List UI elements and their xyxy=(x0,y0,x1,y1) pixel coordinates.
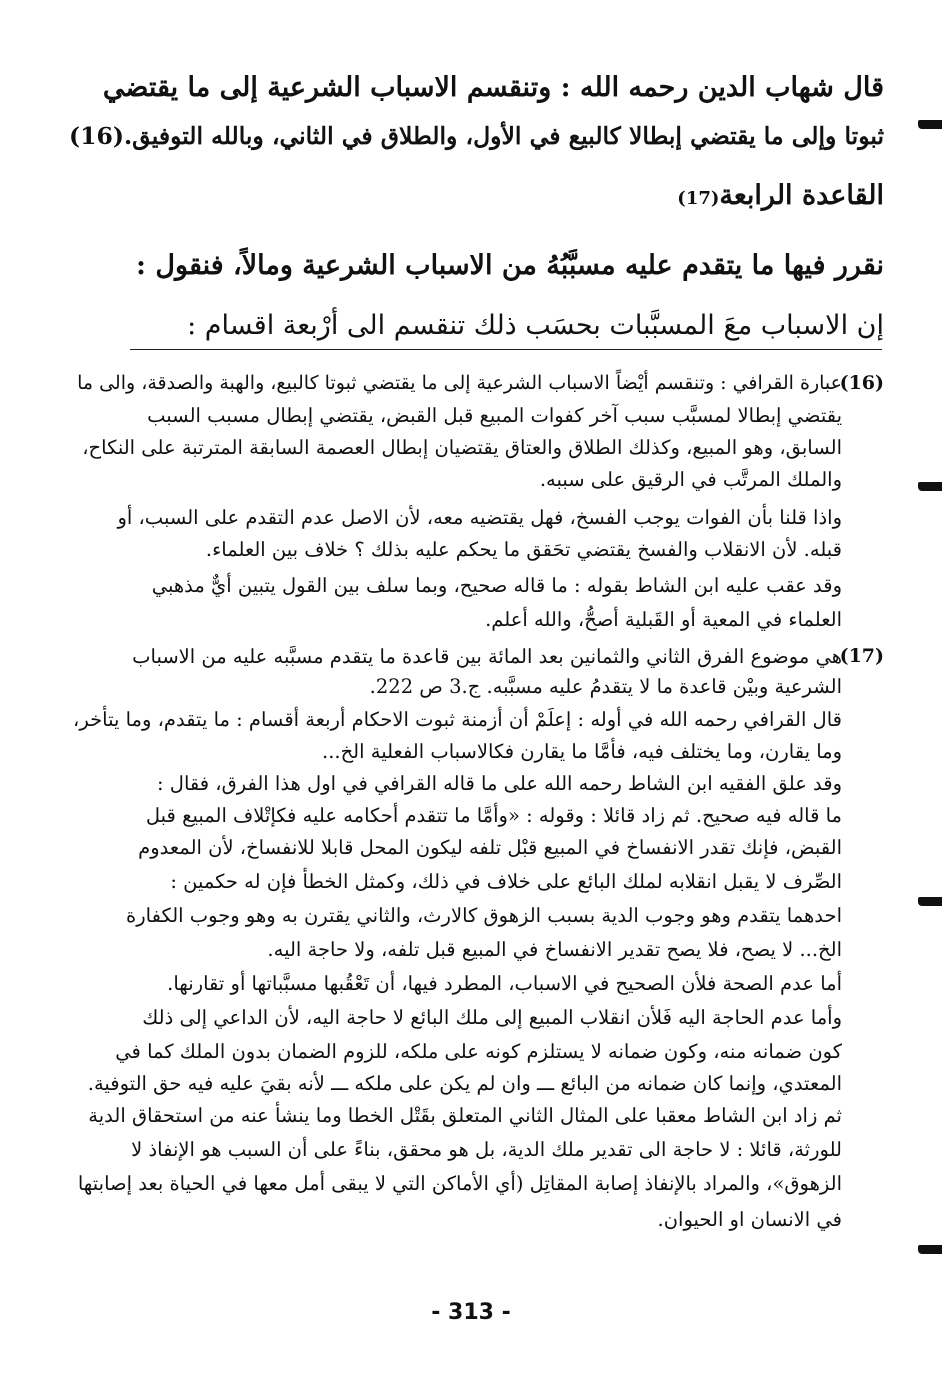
footnote-17-line: أما عدم الصحة فلأن الصحيح في الاسباب، المطرد فيها، أن تَعْقُبها مسبَّباتها أو تقارنها. xyxy=(167,972,842,995)
footnote-17-line: الصِّرف لا يقبل انقلابه لملك البائع على خلاف في ذلك، وكمثل الخطأ فإن له حكمين : xyxy=(170,870,842,893)
footnote-17-number: (17) xyxy=(839,645,884,667)
footnote-17-line: المعتدي، وإنما كان ضمانه من البائع ـــ وان لم يكن على ملكه ـــ لأنه بقيَ عليه فيه حق التوفية. xyxy=(87,1072,842,1095)
footnote-17-line: الشرعية وبيْن قاعدة ما لا يتقدمُ عليه مسبَّبه. ج.3 ص 222. xyxy=(369,675,842,698)
footnote-17-line: وما يقارن، وما يختلف فيه، فأمَّا ما يقارن فكالاسباب الفعلية الخ... xyxy=(322,740,842,763)
section-heading xyxy=(677,180,884,211)
margin-mark xyxy=(918,1245,942,1254)
footnote-16-line: واذا قلنا بأن الفوات يوجب الفسخ، فهل يقتضيه معه، لأن الاصل عدم التقدم على السبب، أو xyxy=(117,506,842,529)
footnote-16-line: يقتضي إبطالا لمسبَّب سبب آخر كفوات المبيع قبل القبض، يقتضي إبطال مسبب السبب xyxy=(147,404,842,427)
page-number: - 313 - xyxy=(431,1300,511,1325)
footnote-16-number: (16) xyxy=(839,372,884,394)
footnote-17-line: الزهوق»، والمراد بالإنفاذ إصابة المقاتِل (أي الأماكن التي لا يبقى أمل معها في الحياة بعد إصابتها xyxy=(77,1172,842,1195)
footnote-17-line: وأما عدم الحاجة اليه فَلأن انقلاب المبيع إلى ملك البائع لا حاجة اليه، لأن الداعي إلى ذلك xyxy=(142,1006,842,1029)
footnote-17-line: في الانسان او الحيوان. xyxy=(657,1208,842,1231)
footnote-17-line: للورثة، قائلا : لا حاجة الى تقدير ملك الدية، بل هو محقق، بناءً على أن السبب هو الإنفاذ لا xyxy=(131,1138,842,1161)
footnote-17-line: كون ضمانه منه، وكون ضمانه لا يستلزم كونه على ملكه، للزوم الضمان بدون الملك كما في xyxy=(115,1040,842,1063)
footnote-17-line: هي موضوع الفرق الثاني والثمانين بعد المائة بين قاعدة ما يتقدم مسبَّبه عليه من الاسباب xyxy=(132,645,842,668)
footnote-16-line: عبارة القرافي : وتنقسم أيْضاً الاسباب الشرعية إلى ما يقتضي ثبوتا كالبيع، والهبة والصدقة، والى ما xyxy=(77,372,842,394)
footnote-16-line: قبله. لأن الانقلاب والفسخ يقتضي تحَقق ما يحكم عليه بذلك ؟ خلاف بين العلماء. xyxy=(205,538,842,561)
footnote-17-line: قال القرافي رحمه الله في أوله : إعلَمْ أن أزمنة ثبوت الاحكام أربعة أقسام : ما يتقدم، وما يتأخر، xyxy=(73,708,842,731)
subheading-line-1: نقرر فيها ما يتقدم عليه مسبَّبُهُ من الاسباب الشرعية ومالاً، فنقول : xyxy=(136,250,884,281)
footnote-17-line: ثم زاد ابن الشاط معقبا على المثال الثاني المتعلق بقَتْل الخطا وما ينشأ عنه من استحقاق الدية xyxy=(88,1104,842,1127)
heading-note-ref: (17) xyxy=(677,188,720,209)
heading-title: القاعدة الرابعة xyxy=(719,180,884,211)
footnote-separator xyxy=(130,349,882,350)
footnote-17-line: احدهما يتقدم وهو وجوب الدية بسبب الزهوق كالارث، والثاني يقترن به وهو وجوب الكفارة xyxy=(126,904,842,927)
margin-mark xyxy=(918,897,942,906)
footnote-16-line: والملك المرتَّب في الرقيق على سببه. xyxy=(539,468,842,491)
main-text-line-1: قال شهاب الدين رحمه الله : وتنقسم الاسباب الشرعية إلى ما يقتضي xyxy=(102,72,884,103)
footnote-16-line: العلماء في المعية أو القَبلية أصحُّ، والله أعلم. xyxy=(485,608,842,631)
margin-mark xyxy=(918,120,942,129)
footnote-17-line: الخ... لا يصح، فلا يصح تقدير الانفساخ في المبيع قبل تلفه، ولا حاجة اليه. xyxy=(267,938,842,961)
main-text-line-2: ثبوتا وإلى ما يقتضي إبطالا كالبيع في الأول، والطلاق في الثاني، وبالله التوفيق.(16) xyxy=(69,122,884,150)
margin-mark xyxy=(918,482,942,491)
footnote-16-line: السابق، وهو المبيع، وكذلك الطلاق والعتاق يقتضيان إبطال العصمة السابقة المترتبة على النكاح، xyxy=(82,436,842,459)
footnote-17-line: القبض، فإنك تقدر الانفساخ في المبيع قبْل تلفه ليكون المحل قابلا للانفساخ، لأن المعدوم xyxy=(138,836,842,859)
subheading-line-2: إن الاسباب معَ المسبَّبات بحسَب ذلك تنقسم الى أرْبعة اقسام : xyxy=(187,310,884,341)
footnote-16-line: وقد عقب عليه ابن الشاط بقوله : ما قاله صحيح، وبما سلف بين القول يتبين أيٌّ مذهبي xyxy=(151,574,842,597)
footnote-17-line: ما قاله فيه صحيح. ثم زاد قائلا : وقوله : «وأمَّا ما تتقدم أحكامه عليه فكإتْلاف المبيع قبل xyxy=(145,804,842,827)
footnote-17-line: وقد علق الفقيه ابن الشاط رحمه الله على ما قاله القرافي في اول هذا الفرق، فقال : xyxy=(157,772,842,795)
